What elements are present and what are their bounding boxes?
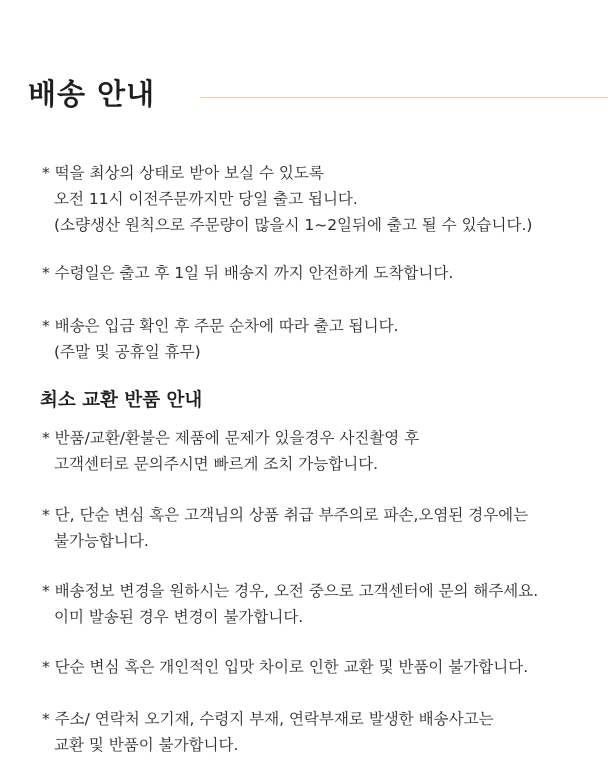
note-line: 불가능합니다.	[54, 532, 149, 550]
note-line: * 반품/교환/환불은 제품에 문제가 있을경우 사진촬영 후	[42, 429, 420, 447]
exchange-note-defect	[42, 425, 419, 477]
exchange-note-address-change	[42, 578, 538, 630]
note-line: 오전 11시 이전주문까지만 당일 출고 됩니다.	[54, 190, 358, 208]
note-line: * 배송은 입금 확인 후 주문 순차에 따라 출고 됩니다.	[42, 317, 399, 335]
exchange-note-change-of-mind	[42, 502, 528, 554]
shipping-note-order-sequence	[42, 313, 398, 365]
note-line: * 단, 단순 변심 혹은 고객님의 상품 취급 부주의로 파손,오염된 경우에는	[42, 506, 529, 524]
note-line: * 떡을 최상의 상태로 받아 보실 수 있도록	[42, 164, 324, 182]
exchange-note-delivery-accident	[42, 706, 494, 758]
exchange-note-taste	[42, 654, 528, 680]
note-line: * 주소/ 연락처 오기재, 수령지 부재, 연락부재로 발생한 배송사고는	[42, 710, 494, 728]
note-line: * 단순 변심 혹은 개인적인 입맛 차이로 인한 교환 및 반품이 불가합니다.	[42, 658, 529, 676]
shipping-header	[28, 72, 588, 124]
note-line: * 수령일은 출고 후 1일 뒤 배송지 까지 안전하게 도착합니다.	[42, 264, 454, 282]
note-line: 이미 발송된 경우 변경이 불가합니다.	[54, 608, 304, 626]
note-line: * 배송정보 변경을 원하시는 경우, 오전 중으로 고객센터에 문의 해주세요.	[42, 582, 539, 600]
section-heading: 최소 교환 반품 안내	[40, 390, 203, 411]
title-divider	[200, 97, 608, 98]
note-line: 교환 및 반품이 불가합니다.	[54, 736, 239, 754]
note-line: (주말 및 공휴일 휴무)	[54, 343, 201, 361]
page-title: 배송 안내	[28, 77, 156, 111]
shipping-note-delivery-time	[42, 260, 453, 286]
note-line: (소량생산 원칙으로 주문량이 많을시 1~2일뒤에 출고 될 수 있습니다.)	[54, 216, 533, 234]
shipping-note-same-day	[42, 160, 532, 238]
note-line: 고객센터로 문의주시면 빠르게 조치 가능합니다.	[54, 455, 379, 473]
